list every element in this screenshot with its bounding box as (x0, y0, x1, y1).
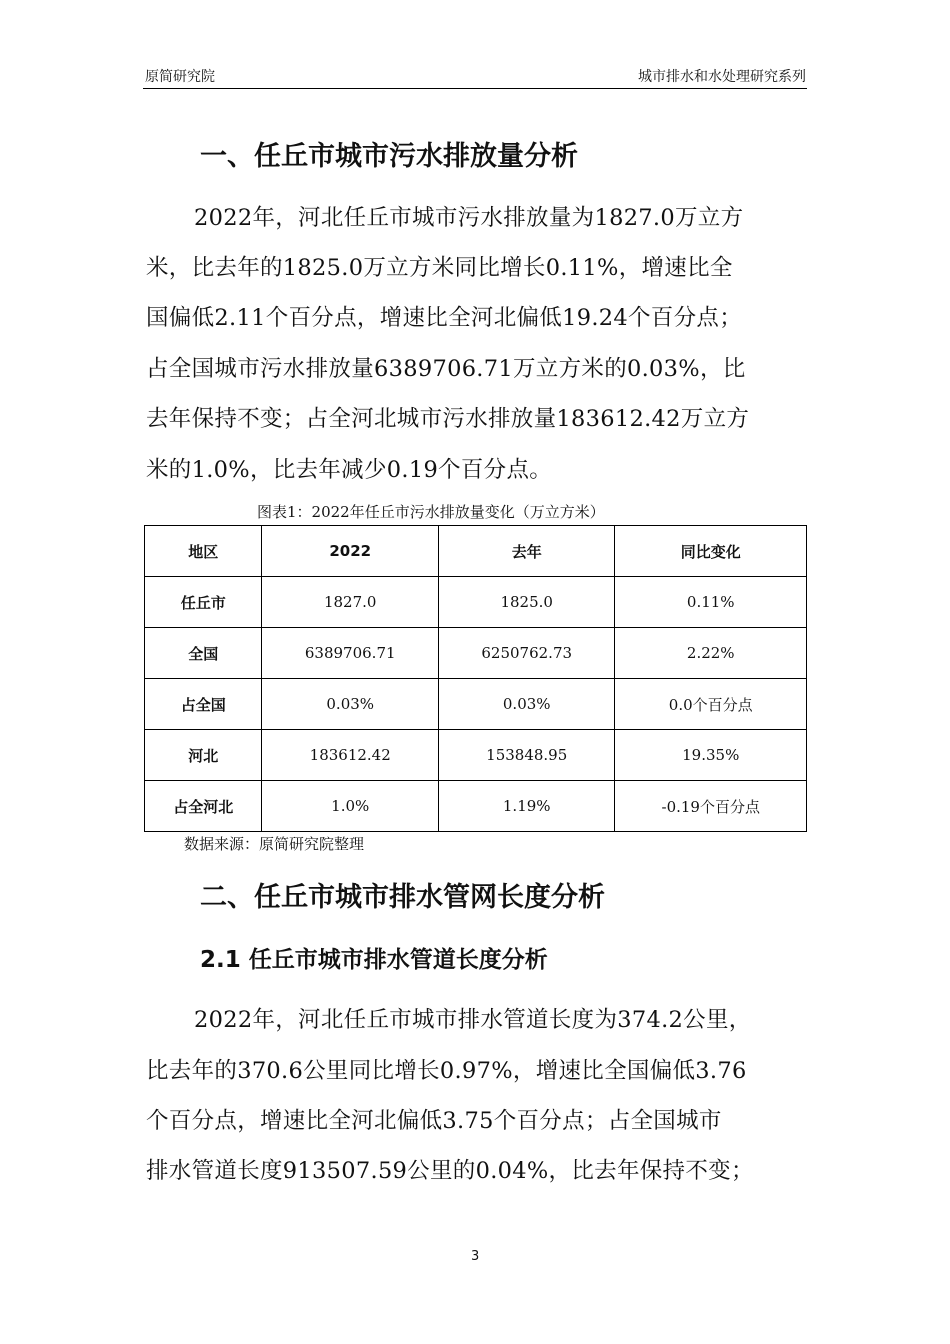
cell: 19.35% (615, 730, 807, 781)
cell: 6389706.71 (262, 628, 439, 679)
paragraph-line: 国偏低2.11个百分点，增速比全河北偏低19.24个百分点； (146, 305, 743, 331)
col-header: 2022 (262, 526, 439, 577)
row-label: 占全国 (145, 679, 262, 730)
cell: 1.0% (262, 781, 439, 832)
paragraph-line: 个百分点，增速比全河北偏低3.75个百分点；占全国城市 (146, 1108, 722, 1134)
paragraph-line: 2022年，河北任丘市城市污水排放量为1827.0万立方 (194, 205, 744, 231)
paragraph-line: 米，比去年的1825.0万立方米同比增长0.11%，增速比全 (146, 255, 733, 281)
cell: 1.19% (438, 781, 615, 832)
col-header: 地区 (145, 526, 262, 577)
section2-heading: 二、任丘市城市排水管网长度分析 (200, 882, 605, 913)
paragraph-line: 去年保持不变；占全河北城市污水排放量183612.42万立方 (146, 406, 750, 432)
cell: 0.03% (438, 679, 615, 730)
table-row (145, 781, 807, 832)
cell: 6250762.73 (438, 628, 615, 679)
paragraph-line: 米的1.0%，比去年减少0.19个百分点。 (146, 457, 553, 483)
row-label: 河北 (145, 730, 262, 781)
cell: 0.0个百分点 (615, 679, 807, 730)
cell: 2.22% (615, 628, 807, 679)
cell: 153848.95 (438, 730, 615, 781)
section2-subheading: 2.1 任丘市城市排水管道长度分析 (200, 947, 548, 973)
col-header: 同比变化 (615, 526, 807, 577)
data-table (144, 525, 807, 832)
table-row (145, 577, 807, 628)
cell: -0.19个百分点 (615, 781, 807, 832)
table-row (145, 679, 807, 730)
col-header: 去年 (438, 526, 615, 577)
cell: 1827.0 (262, 577, 439, 628)
table-caption: 图表1：2022年任丘市污水排放量变化（万立方米） (257, 503, 605, 521)
cell: 0.11% (615, 577, 807, 628)
table-header-row (145, 526, 807, 577)
table-row (145, 730, 807, 781)
row-label: 全国 (145, 628, 262, 679)
page-number: 3 (471, 1249, 480, 1264)
paragraph-line: 排水管道长度913507.59公里的0.04%，比去年保持不变； (146, 1158, 754, 1184)
row-label: 任丘市 (145, 577, 262, 628)
cell: 1825.0 (438, 577, 615, 628)
paragraph-line: 2022年，河北任丘市城市排水管道长度为374.2公里， (194, 1007, 752, 1033)
table-source: 数据来源：原简研究院整理 (184, 835, 365, 853)
paragraph-line: 占全国城市污水排放量6389706.71万立方米的0.03%，比 (146, 356, 746, 382)
header-left: 原简研究院 (145, 69, 215, 85)
table-row (145, 628, 807, 679)
header-rule (143, 88, 807, 89)
cell: 183612.42 (262, 730, 439, 781)
row-label: 占全河北 (145, 781, 262, 832)
cell: 0.03% (262, 679, 439, 730)
header-right: 城市排水和水处理研究系列 (638, 69, 806, 85)
paragraph-line: 比去年的370.6公里同比增长0.97%，增速比全国偏低3.76 (146, 1058, 747, 1084)
section1-heading: 一、任丘市城市污水排放量分析 (200, 141, 578, 172)
